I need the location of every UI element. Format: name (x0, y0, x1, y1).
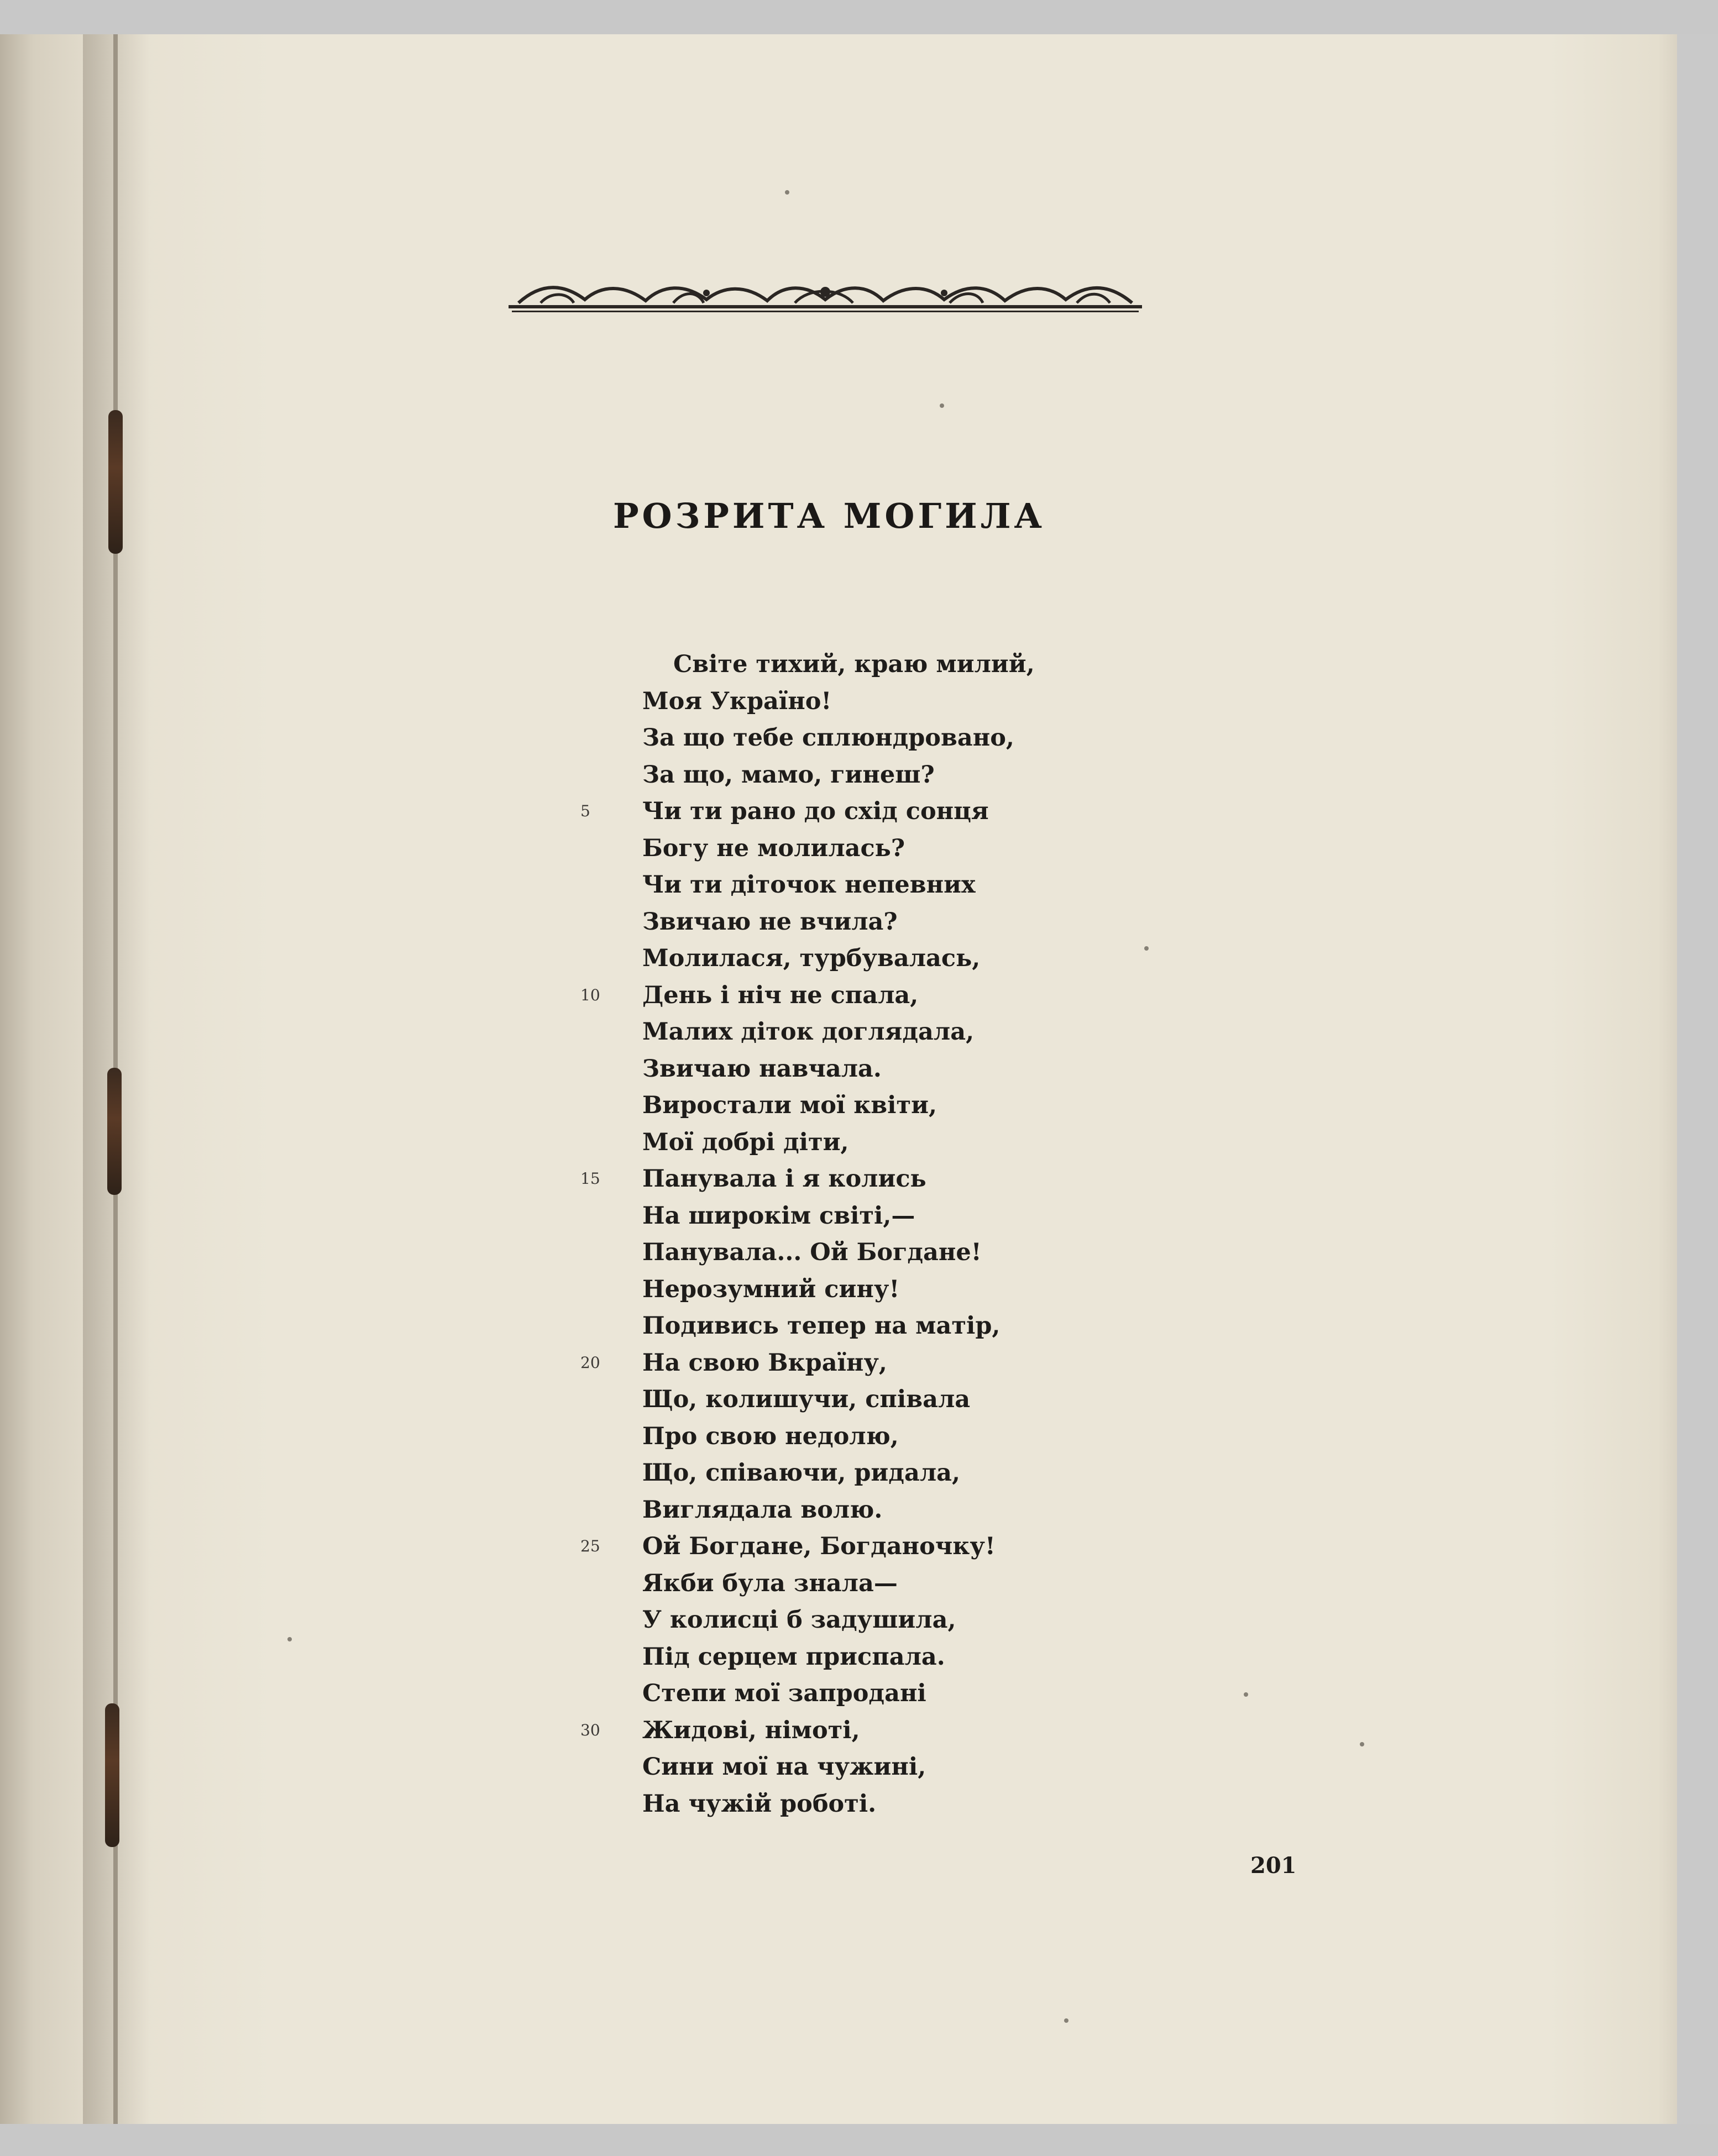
line-text: Ой Богдане, Богданочку! (642, 1533, 996, 1560)
poem-line (580, 1014, 1133, 1051)
line-text: У колисці б задушила, (642, 1606, 956, 1634)
line-text: За що тебе сплюндровано, (642, 724, 1014, 752)
paper-speck (940, 403, 944, 408)
poem-line (580, 1087, 1133, 1124)
line-number: 15 (580, 1169, 600, 1188)
poem-line (580, 1565, 1133, 1602)
line-text: Панувала і я колись (642, 1165, 926, 1193)
scan-margin (1677, 34, 1718, 2124)
poem-line (580, 904, 1133, 941)
poem-body (580, 646, 1133, 1822)
poem-line (580, 1455, 1133, 1492)
poem-line (580, 1639, 1133, 1676)
page-number: 201 (1250, 1853, 1297, 1879)
poem-line (580, 1749, 1133, 1786)
line-text: Виростали мої квіти, (642, 1092, 937, 1119)
line-number: 10 (580, 985, 600, 1004)
poem-line (580, 1308, 1133, 1345)
poem-line (580, 1161, 1133, 1198)
line-text: Чи ти рано до схід сонця (642, 798, 989, 825)
line-text: День і ніч не спала, (642, 981, 919, 1009)
paper-speck (1360, 1742, 1364, 1746)
line-text: Чи ти діточок непевних (642, 871, 976, 899)
poem-line (580, 1234, 1133, 1271)
paper-speck (287, 1637, 292, 1641)
poem-title: РОЗРИТА МОГИЛА (612, 496, 1046, 536)
book-page (0, 34, 1677, 2124)
line-text: Малих діток доглядала, (642, 1018, 975, 1046)
poem-line (580, 1602, 1133, 1639)
poem-line (580, 757, 1133, 794)
line-text: Жидові, німоті, (642, 1716, 860, 1744)
poem-line (580, 1786, 1133, 1823)
line-text: Звичаю не вчила? (642, 907, 898, 936)
line-text: Мої добрі діти, (642, 1128, 849, 1156)
line-text: Виглядала волю. (642, 1496, 883, 1524)
poem-line (580, 977, 1133, 1014)
poem-line (580, 867, 1133, 904)
poem-line (580, 1712, 1133, 1749)
paper-speck (1244, 1692, 1248, 1697)
poem-line (580, 720, 1133, 757)
poem-line (580, 1528, 1133, 1565)
line-text: Панувала... Ой Богдане! (642, 1239, 982, 1266)
paper-speck (785, 190, 789, 195)
line-text: Під серцем приспала. (642, 1643, 945, 1671)
line-text: Богу не молилась? (642, 834, 905, 862)
binding-stain-top (108, 410, 123, 554)
poem-line (580, 1418, 1133, 1455)
poem-line (580, 646, 1133, 683)
line-number: 20 (580, 1353, 600, 1372)
line-text: Що, колишучи, співала (642, 1386, 971, 1413)
paper-speck (1064, 2018, 1068, 2023)
poem-line (580, 1492, 1133, 1529)
line-text: Звичаю навчала. (642, 1055, 882, 1083)
line-number: 30 (580, 1720, 600, 1739)
poem-line (580, 1381, 1133, 1418)
line-number: 5 (580, 802, 590, 820)
binding-stain-bottom (105, 1703, 119, 1847)
binding-stain-middle (107, 1068, 122, 1195)
poem-line (580, 940, 1133, 977)
line-text: На чужій роботі. (642, 1790, 877, 1818)
line-text: Світе тихий, краю милий, (673, 651, 1035, 678)
line-text: На широкім світі,— (642, 1202, 915, 1230)
poem-line (580, 793, 1133, 830)
line-text: Що, співаючи, ридала, (642, 1459, 960, 1487)
poem-line (580, 830, 1133, 867)
line-text: Подивись тепер на матір, (642, 1312, 1001, 1340)
poem-line (580, 1051, 1133, 1088)
headpiece-ornament (507, 277, 1143, 315)
poem-line (580, 1345, 1133, 1382)
line-text: Степи мої запродані (642, 1680, 926, 1707)
line-text: Нерозумний сину! (642, 1275, 900, 1303)
line-text: За що, мамо, гинеш? (642, 760, 935, 789)
poem-line (580, 683, 1133, 720)
poem-line (580, 1124, 1133, 1161)
line-text: Молилася, турбувалась, (642, 945, 981, 972)
line-text: Якби була знала— (642, 1569, 898, 1597)
poem-line (580, 1198, 1133, 1235)
line-text: На свою Вкраїну, (642, 1349, 887, 1377)
line-text: Сини мої на чужині, (642, 1753, 926, 1781)
line-text: Про свою недолю, (642, 1422, 899, 1450)
line-number: 25 (580, 1537, 600, 1555)
poem-line (580, 1271, 1133, 1308)
paper-speck (1144, 946, 1149, 951)
poem-line (580, 1675, 1133, 1712)
line-text: Моя Україно! (642, 687, 832, 715)
